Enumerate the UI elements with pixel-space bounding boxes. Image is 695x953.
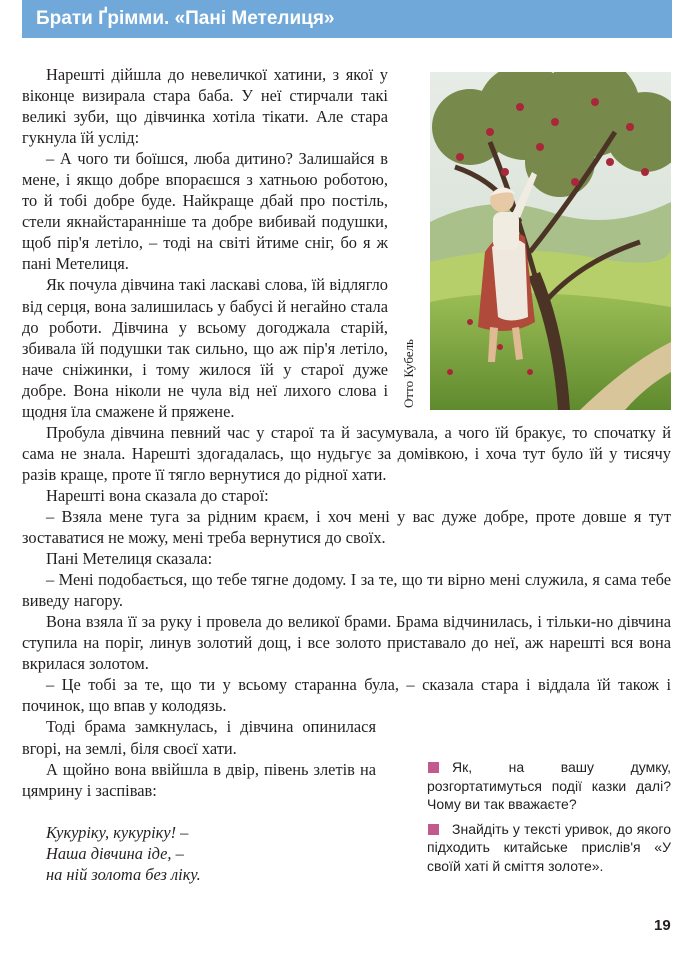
paragraph: Тоді брама замкнулась, і дівчина опинилася вгорі, на землі, біля своєї хати.	[22, 717, 376, 758]
paragraph: Вона взяла її за руку і провела до великої брами. Брама відчинилась, і тільки-но дівчина ступила на поріг, линув золотий дощ, і все золото приставало до неї, аж нарешті вся вона вкрилася золотом.	[22, 612, 671, 674]
paragraph: – А чого ти боїшся, люба дитино? Залишайся в мене, і якщо добре впораєшся з хатньою роботою, то й тобі добре буде. Найкраще дбай про постіль, стели якнайстаранніше та добре вибивай подушки, щоб пір'я летіло, – тоді на світі йтиме сніг, бо я ж пані Метелиця.	[22, 149, 388, 274]
paragraph: – Взяла мене туга за рідним краєм, і хоч мені у вас дуже добре, проте довше я тут зоставатися не можу, мені треба вернутися до своїх.	[22, 506, 671, 548]
chapter-title: Брати Ґрімми. «Пані Метелиця»	[36, 8, 335, 29]
story-text	[22, 64, 671, 801]
paragraph: Пробула дівчина певний час у старої та й засумувала, а чого їй бракує, то спочатку й сама не знала. Нарешті здогадалась, що нудьгує за домівкою, і хоча тут було їй у тисячу разів краще, проте її тягло вернутися до рідної хати.	[22, 422, 671, 484]
question-text: Як, на вашу думку, розгортатимуться події казки далі? Чому ви так вважаєте?	[427, 759, 671, 813]
illustration-caption: Отто Кубель	[401, 339, 416, 408]
page-number: 19	[654, 917, 671, 934]
paragraph: Нарешті вона сказала до старої:	[46, 485, 269, 505]
chapter-header-bar	[22, 0, 672, 38]
paragraph: Нарешті дійшла до невеличкої хатини, з якої у віконце визирала стара баба. У неї стирчали такі великі зуби, що дівчинка хотіла тікати. Але стара гукнула їй услід:	[22, 65, 388, 148]
question-text: Знайдіть у тексті уривок, до якого підходить китайське прислів'я «У своїй хаті й сміття золоте».	[427, 820, 671, 874]
rooster-poem	[46, 822, 201, 885]
paragraph: А щойно вона ввійшла в двір, півень злетів на цямрину і заспівав:	[22, 759, 376, 800]
paragraph: Пані Метелиця сказала:	[46, 549, 213, 569]
poem-line: Наша дівчина іде, –	[46, 844, 184, 863]
paragraph: Як почула дівчина такі ласкаві слова, їй відлягло від серця, вона залишилась у бабусі й негайно стала до роботи. Дівчина у всьому догоджала старій, збивала їй подушки так сильно, що аж пір'я летіло, наче сніжинки, і тому жилося їй у старої дуже добре. Вона ніколи не чула від неї лихого слова і щодня їла смажене й пряжене.	[22, 275, 388, 421]
paragraph: – Це тобі за те, що ти у всьому старанна була, – сказала стара і віддала їй також і починок, що впав у колодязь.	[22, 675, 671, 716]
paragraph: – Мені подобається, що тебе тягне додому. І за те, що ти вірно мені служила, я сама тебе виведу нагору.	[22, 570, 671, 611]
poem-line: Кукуріку, кукуріку! –	[46, 823, 189, 842]
question-bullet-icon	[428, 762, 439, 773]
question-item	[427, 758, 671, 814]
poem-line: на ній золота без ліку.	[46, 865, 201, 884]
question-item	[427, 820, 671, 876]
question-bullet-icon	[428, 824, 439, 835]
discussion-questions	[427, 758, 671, 882]
